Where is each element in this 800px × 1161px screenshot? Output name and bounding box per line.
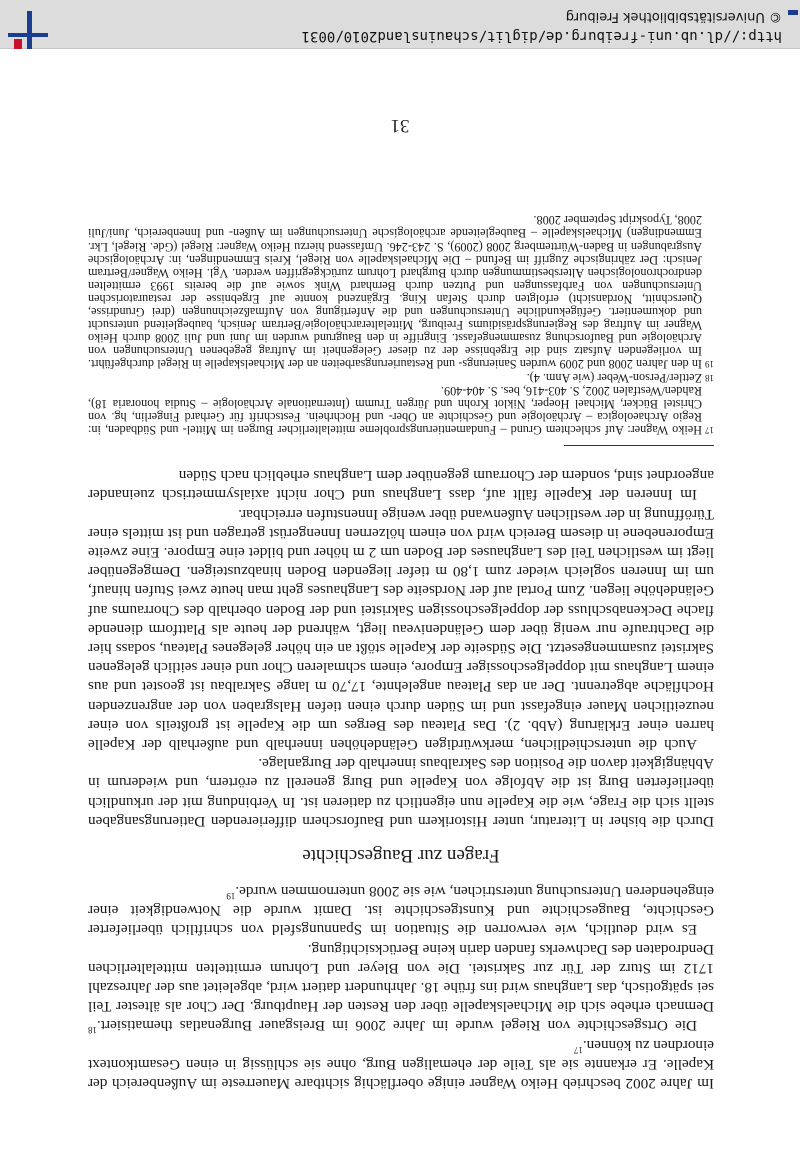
paragraph: Auch die unterschiedlichen, merkwürdigen Geländehöhen innerhalb und außerhalb der Kapelle harren einer Erklärung (Abb. 2). Das Plateau des Berges um die Kapelle ist großteils von einer neuzeitlichen Mauer eingefasst und im Süden durch einen tiefen Halsgraben von der angrenzenden Hochfläche abgetrennt. Der an das Plateau angelehnte, 17,70 m lange Sakralbau ist geostet und aus einem Langhaus mit doppelgeschossiger Empore, einem schmaleren Chor und einer seitlich gelegenen Sakristei zusammengesetzt. Die Südseite der Kapelle stößt an ein höher gelegenes Plateau, sodass hier die Dachtraufe nur wenig über dem Geländeniveau liegt, während der heute als Plattform dienende flache Deckenabschluss der doppelgeschossigen Sakristei und der Boden oberhalb des Chorraums auf Geländehöhe liegen. Zum Portal auf der Nordseite des Langhauses geht man heute zwei Stufen hinauf, um im Inneren sogleich wieder zum 1,80 m tiefer liegenden Boden hinabzusteigen. Demgegenüber liegt im westlichen Teil des Langhauses der Boden um 2 m höher und bildet eine Empore. Eine zweite Emporenebene in diesem Bereich wird von einem hölzernen Innengerüst getragen und ist mittels einer Türöffnung in der westlichen Außenwand über wenige Innenstufen erreichbar. [88, 505, 714, 753]
paragraph: Im Inneren der Kapelle fällt auf, dass Langhaus und Chor nicht axialsymmetrisch zueinander angeordnet sind, sondern der Chorraum gegenüber dem Langhaus erheblich nach Süden [88, 467, 714, 504]
footnote: 18Zettler/Person-Weber (wie Anm. 4). [526, 370, 714, 385]
footnote-number: 19 [705, 359, 714, 370]
viewer-footer [0, 0, 800, 49]
copyright-notice: © Universitätsbibliothek Freiburg [565, 9, 782, 24]
page-number: 31 [390, 115, 410, 136]
footnote-separator [564, 445, 714, 446]
footnote-number: 17 [705, 424, 714, 435]
footnote: 17Heiko Wagner: Auf schlechtem Grund – Fundamentierungsprobleme mittelalterlicher Burgen im Mittel- und Südbaden, in: Regio Archaeologica – Archäologie und Geschichte an Ober- und Hochrhein. Festschrift für Gerhard Fingerlin, hg. von Christel Bücker, Michael Hoeper, Niklot Krohn und Jürgen Trumm (Internationale Archäologie – Studia honoraria 18), Rahden/Westfalen 2002, S. 403-416, bes. S. 404-409. [88, 383, 714, 437]
paragraph: Im Jahre 2002 beschrieb Heiko Wagner einige oberflächig sichtbare Mauerreste im Außenbereich der Kapelle. Er erkannte sie als Teile der ehemaligen Burg, ohne sie schlüssig in einen Gesamtkontext einordnen zu können.$^{17}$ [88, 1036, 714, 1092]
footnote-ref[interactable]: 18 [88, 1025, 97, 1036]
paragraph: Es wird deutlich, wie verworren die Situation im Spannungsfeld von schriftlich überlieferter Geschichte, Baugeschichte und Kunstgeschichte ist. Damit wurde die Notwendigkeit einer eingehenderen Untersuchung unterstrichen, wie sie 2008 unternommen wurde.$^{19}$ [88, 882, 714, 939]
footnote: 19In den Jahren 2008 und 2009 wurden Sanierungs- und Restaurierungsarbeiten an der Michaelskapelle in Riegel durchgeführt. Im vorliegenden Aufsatz sind die Ergebnisse der zu dieser Gelegenheit im Auftrag gegebenen Untersuchungen von Archäologie und Bauforschung zusammengefasst. Eingriffe in den Baugrund wurden im Juni und Juli 2008 durch Heiko Wagner im Auftrag des Regierungspräsidiums Freiburg, Mittelalterarchäologie/Bertram Jenisch, baubegleitend untersucht und dokumentiert. Gefügekundliche Untersuchungen und die Anfertigung von Aufmaßzeichnungen (drei Grundrisse, Querschnitt, Nordansicht) erfolgten durch Stefan King. Ergänzend konnte auf Ergebnisse der restauratorischen Untersuchungen von Farbfassungen und Putzen durch Bernhard Wink sowie auf die bereits 1993 ermittelten dendrochronologischen Altersbestimmungen durch Burghard Lohrum zurückgegriffen werden. Vgl. Heiko Wagner/Bertram Jenisch: Der zähringische Zugriff im Befund – Die Michaelskapelle von Riegel, Kreis Emmendingen, in: Archäologische Ausgrabungen in Baden-Württemberg 2008 (2009), S. 243-246. Umfassend hierzu Heiko Wagner: Riegel (Gde. Riegel, Lkr. Emmendingen) Michaelskapelle – Baubegleitende archäologische Untersuchungen im Außen- und Innenbereich, Juni/Juli 2008, Typoskript September 2008. [88, 213, 714, 372]
library-logo-icon [0, 11, 52, 49]
section-heading: Fragen zur Baugeschichte [302, 844, 500, 866]
paragraph: Durch die bisher in Literatur, unter Historikern und Bauforschern differierenden Datierungsangaben stellt sich die Frage, wie die Kapelle nun eigentlich zu datieren ist. In Verbindung mit der urkundlich überlieferten Burg ist die Abfolge von Kapelle und Burg generell zu erörtern, und wiederum in Abhängigkeit davon die Position des Sakralbaus innerhalb der Burganlage. [88, 755, 714, 830]
footnote-ref[interactable]: 17 [573, 1044, 583, 1055]
page-content [88, 213, 714, 1093]
permalink-url[interactable]: http://dl.ub.uni-freiburg.de/diglit/schauinsland2010/0031 [301, 28, 782, 44]
corner-mark-icon [788, 10, 798, 15]
footnote-ref[interactable]: 19 [226, 891, 236, 902]
paragraph: Die Ortsgeschichte von Riegel wurde im Jahre 2006 im Breisgauer Burgenatlas thematisiert.$^{18}$ Demnach erhebe sich die Michaelskapelle über den Resten der Hauptburg. Der Chor als ältester Teil sei spätgotisch, das Langhaus wird ins frühe 18. Jahrhundert datiert wird, abgeleitet aus der Jahreszahl 1712 im Sturz der Tür zur Sakristei. Die von Bleyer und Lohrum ermittelten mittelalterlichen Dendrodaten des Dachwerks fanden darin keine Berücksichtigung. [88, 940, 714, 1036]
footnote-number: 18 [705, 372, 714, 383]
